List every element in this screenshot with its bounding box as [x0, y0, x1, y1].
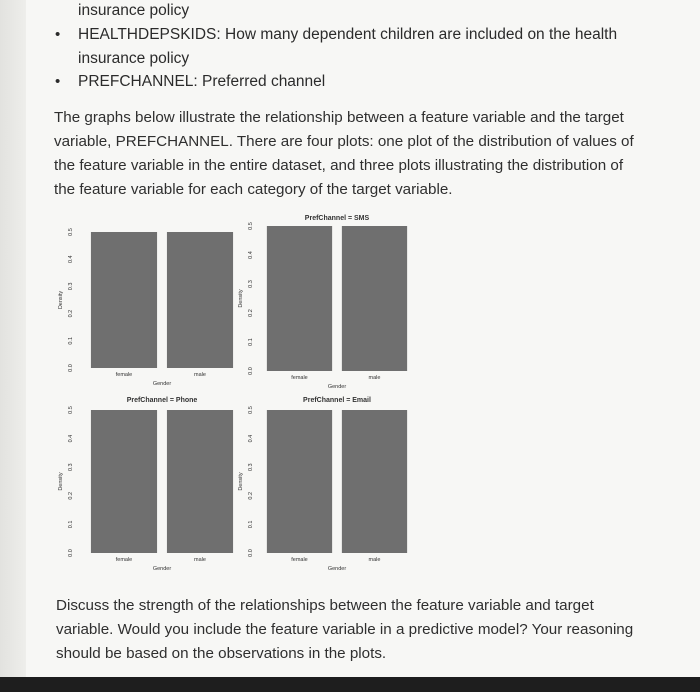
x-tick-label: male — [368, 375, 381, 381]
y-tick-label: 0.3 — [68, 463, 74, 472]
discussion-question — [56, 594, 656, 666]
document-page — [26, 0, 700, 677]
x-axis-label: Gender — [152, 566, 172, 572]
question-line: variable. Would you include the feature variable in a predictive model? Your reasoning — [56, 621, 634, 638]
question-line: should be based on the observations in the plots. — [56, 645, 387, 662]
y-tick-label: 0.1 — [68, 520, 74, 529]
x-tick-label: female — [291, 557, 308, 563]
y-tick-label: 0.0 — [68, 364, 74, 372]
x-axis-label: Gender — [327, 566, 347, 572]
y-tick-label: 0.2 — [248, 491, 254, 500]
y-tick-label: 0.2 — [68, 309, 74, 318]
y-tick-label: 0.1 — [68, 336, 74, 345]
plot-title: PrefChannel = Email — [303, 397, 371, 404]
paragraph-line: the feature variable in the entire dataset, and three plots illustrating the distribution of — [54, 157, 624, 174]
plot-title: PrefChannel = Phone — [126, 397, 198, 404]
bullet-dot-icon: • — [55, 26, 61, 43]
intro-paragraph — [54, 106, 654, 202]
y-tick-label: 0.5 — [248, 222, 254, 230]
y-tick-label: 0.4 — [68, 434, 74, 443]
y-tick-label: 0.4 — [248, 434, 254, 443]
x-tick-label: male — [194, 372, 206, 378]
y-tick-label: 0.2 — [68, 491, 74, 500]
bullet-continuation-line: insurance policy — [78, 2, 190, 19]
y-tick-label: 0.3 — [248, 463, 254, 472]
y-tick-label: 0.3 — [248, 280, 254, 288]
bottom-edge-bar — [0, 677, 700, 692]
bullet-dot-icon: • — [55, 73, 61, 90]
y-axis-label: Density — [58, 472, 64, 491]
y-tick-label: 0.5 — [68, 228, 74, 236]
y-tick-label: 0.1 — [248, 520, 254, 529]
y-tick-label: 0.5 — [68, 406, 74, 414]
paragraph-line: the feature variable for each category of the target variable. — [54, 181, 453, 198]
y-tick-label: 0.3 — [68, 282, 74, 291]
x-axis-label: Gender — [327, 384, 347, 390]
x-axis-label: Gender — [152, 381, 172, 387]
bullet-healthdepskids-line2: insurance policy — [78, 50, 190, 67]
y-tick-label: 0.4 — [68, 255, 74, 264]
y-axis-label: Density — [238, 289, 244, 308]
y-tick-label: 0.0 — [248, 549, 254, 557]
x-tick-label: female — [115, 557, 133, 563]
x-tick-label: female — [115, 372, 133, 378]
x-tick-label: female — [291, 375, 308, 381]
paragraph-line: The graphs below illustrate the relationship between a feature variable and the target — [54, 109, 624, 126]
left-margin-strip — [0, 0, 26, 692]
question-line: Discuss the strength of the relationships between the feature variable and target — [56, 597, 594, 614]
y-tick-label: 0.0 — [68, 549, 74, 557]
x-tick-label: male — [368, 557, 381, 563]
bullet-prefchannel-line: PREFCHANNEL: Preferred channel — [78, 73, 326, 90]
y-tick-label: 0.2 — [248, 309, 254, 317]
y-tick-label: 0.5 — [248, 406, 254, 414]
plot-title: PrefChannel = SMS — [304, 215, 370, 222]
paragraph-line: variable, PREFCHANNEL. There are four plots: one plot of the distribution of values of — [54, 133, 634, 150]
bullet-healthdepskids-line1: HEALTHDEPSKIDS: How many dependent children are included on the health — [78, 26, 618, 43]
y-tick-label: 0.1 — [248, 338, 254, 346]
y-tick-label: 0.4 — [248, 251, 254, 259]
y-axis-label: Density — [58, 290, 64, 310]
y-tick-label: 0.0 — [248, 367, 254, 375]
x-tick-label: male — [194, 557, 206, 563]
y-axis-label: Density — [238, 472, 244, 491]
